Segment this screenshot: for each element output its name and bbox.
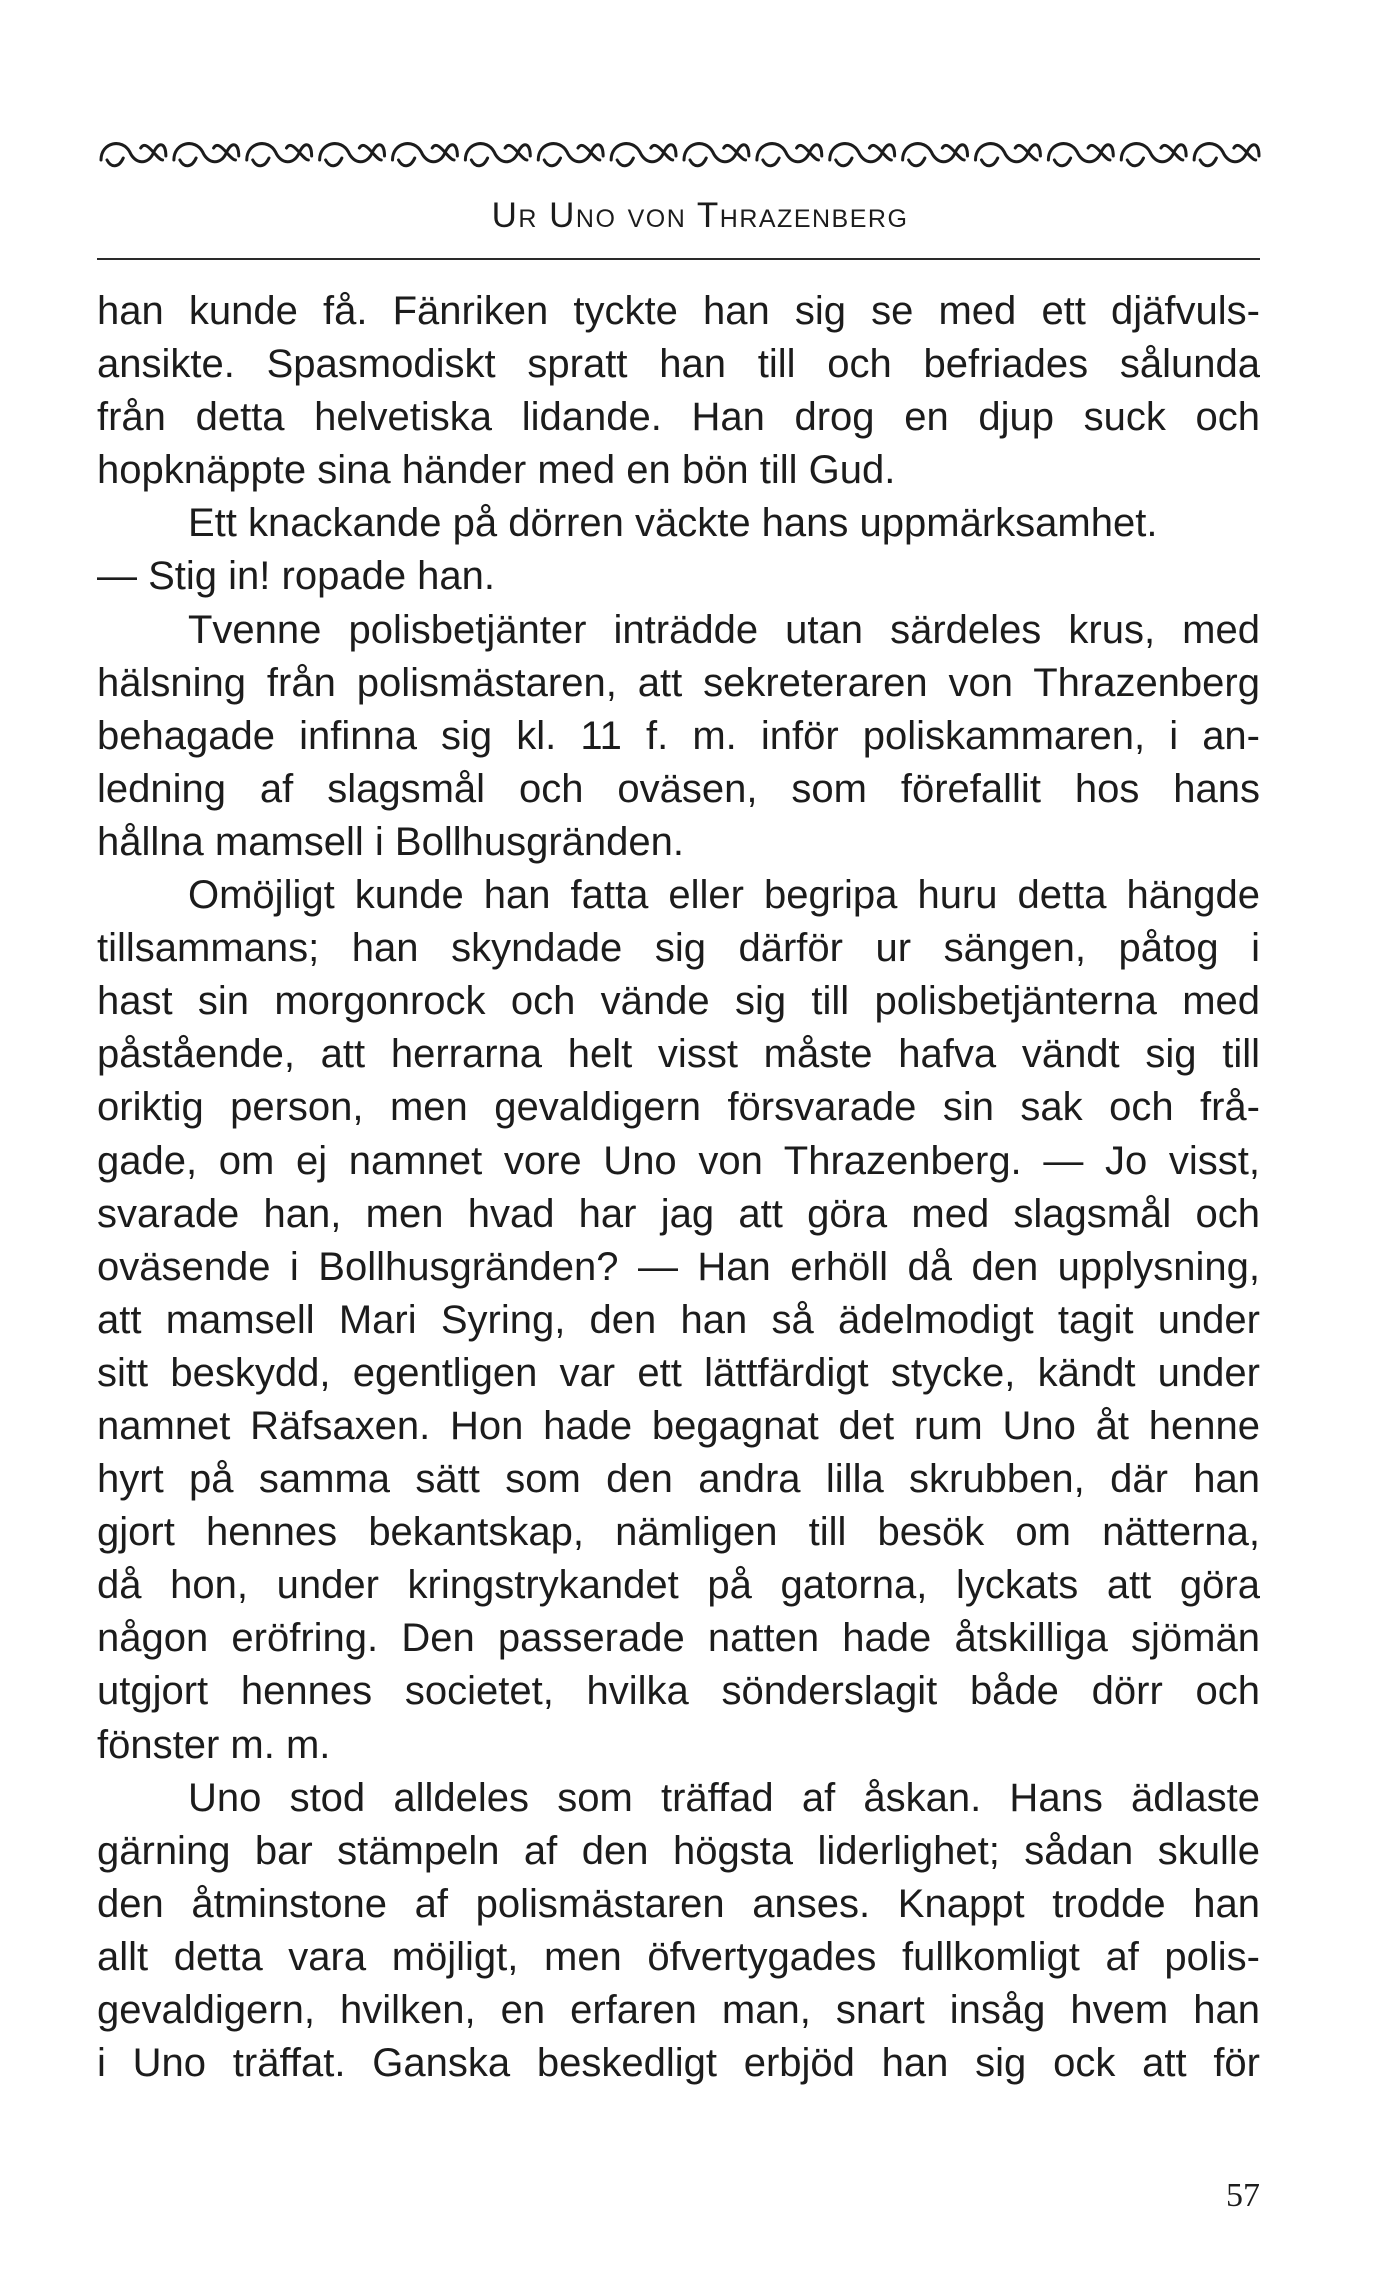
text-line: namnet Räfsaxen. Hon hade begagnat det rum Uno åt henne <box>97 1403 1260 1448</box>
text-line: svarade han, men hvad har jag att göra med slagsmål och <box>97 1191 1260 1236</box>
text-line: hopknäppte sina händer med en bön till Gud. <box>97 448 896 493</box>
text-line: hälsning från polismästaren, att sekreteraren von Thrazenberg <box>97 660 1260 705</box>
text-line: utgjort hennes societet, hvilka sönderslagit både dörr och <box>97 1669 1260 1714</box>
text-line: — Stig in! ropade han. <box>97 554 496 599</box>
scroll-ornament-icon <box>393 144 458 166</box>
scroll-ornament-icon <box>174 144 239 166</box>
text-line: Omöjligt kunde han fatta eller begripa huru detta hängde <box>188 873 1260 918</box>
text-line: sitt beskydd, egentligen var ett lättfärdigt stycke, kändt under <box>97 1350 1260 1395</box>
text-line: att mamsell Mari Syring, den han så ädelmodigt tagit under <box>97 1297 1260 1342</box>
scroll-ornament-icon <box>1194 144 1259 166</box>
running-head: Ur Uno von Thrazenberg <box>491 196 909 235</box>
scroll-ornament-icon <box>903 144 968 166</box>
text-line: i Uno träffat. Ganska beskedligt erbjöd han sig ock att för <box>97 2041 1260 2086</box>
scroll-ornament-icon <box>465 144 530 166</box>
body-text <box>97 285 1260 2090</box>
text-line: påstående, att herrarna helt visst måste hafva vändt sig till <box>97 1032 1260 1077</box>
text-line: ansikte. Spasmodiskt spratt han till och befriades sålunda <box>97 342 1260 387</box>
text-line: hyrt på samma sätt som den andra lilla skrubben, där han <box>97 1457 1260 1502</box>
scroll-ornament-icon <box>247 144 312 166</box>
header-ornament-border <box>0 130 1400 178</box>
text-line: hållna mamsell i Bollhusgränden. <box>97 819 684 864</box>
text-line: oriktig person, men gevaldigern försvarade sin sak och frå- <box>97 1085 1260 1130</box>
header-rule <box>97 258 1260 260</box>
page-number: 57 <box>1226 2177 1260 2214</box>
text-line: oväsende i Bollhusgränden? — Han erhöll då den upplysning, <box>97 1244 1260 1289</box>
scroll-ornament-icon <box>101 144 166 166</box>
text-line: den åtminstone af polismästaren anses. Knappt trodde han <box>97 1881 1260 1926</box>
text-line: gjort hennes bekantskap, nämligen till besök om nätterna, <box>97 1510 1260 1555</box>
text-line: från detta helvetiska lidande. Han drog en djup suck och <box>97 395 1260 440</box>
scroll-ornament-icon <box>757 144 822 166</box>
scroll-ornament-icon <box>1048 144 1113 166</box>
text-line: Ett knackande på dörren väckte hans uppmärksamhet. <box>188 501 1158 546</box>
scroll-ornament-icon <box>1121 144 1186 166</box>
text-line: Uno stod alldeles som träffad af åskan. Hans ädlaste <box>188 1775 1260 1820</box>
text-line: någon eröfring. Den passerade natten hade åtskilliga sjömän <box>97 1616 1260 1661</box>
text-line: tillsammans; han skyndade sig därför ur sängen, påtog i <box>97 926 1260 971</box>
text-line: då hon, under kringstrykandet på gatorna, lyckats att göra <box>97 1563 1260 1608</box>
text-line: gade, om ej namnet vore Uno von Thrazenberg. — Jo visst, <box>97 1138 1260 1183</box>
text-line: gevaldigern, hvilken, en erfaren man, snart insåg hvem han <box>97 1988 1260 2032</box>
text-line: gärning bar stämpeln af den högsta liderlighet; sådan skulle <box>97 1828 1260 1873</box>
text-line: fönster m. m. <box>97 1722 331 1767</box>
text-line: Tvenne polisbetjänter inträdde utan särdeles krus, med <box>188 607 1260 652</box>
text-line: hast sin morgonrock och vände sig till polisbetjänterna med <box>97 979 1260 1024</box>
scroll-ornament-icon <box>684 144 749 166</box>
text-line: allt detta vara möjligt, men öfvertygades fullkomligt af polis- <box>97 1934 1260 1979</box>
scroll-ornament-icon <box>611 144 676 166</box>
scroll-ornament-icon <box>538 144 603 166</box>
scroll-ornament-icon <box>320 144 385 166</box>
scroll-ornament-icon <box>830 144 895 166</box>
scroll-ornament-icon <box>976 144 1041 166</box>
text-line: ledning af slagsmål och oväsen, som förefallit hos hans <box>97 766 1260 811</box>
text-line: behagade infinna sig kl. 11 f. m. inför poliskammaren, i an- <box>97 713 1260 758</box>
text-line: han kunde få. Fänriken tyckte han sig se med ett djäfvuls- <box>97 289 1260 333</box>
